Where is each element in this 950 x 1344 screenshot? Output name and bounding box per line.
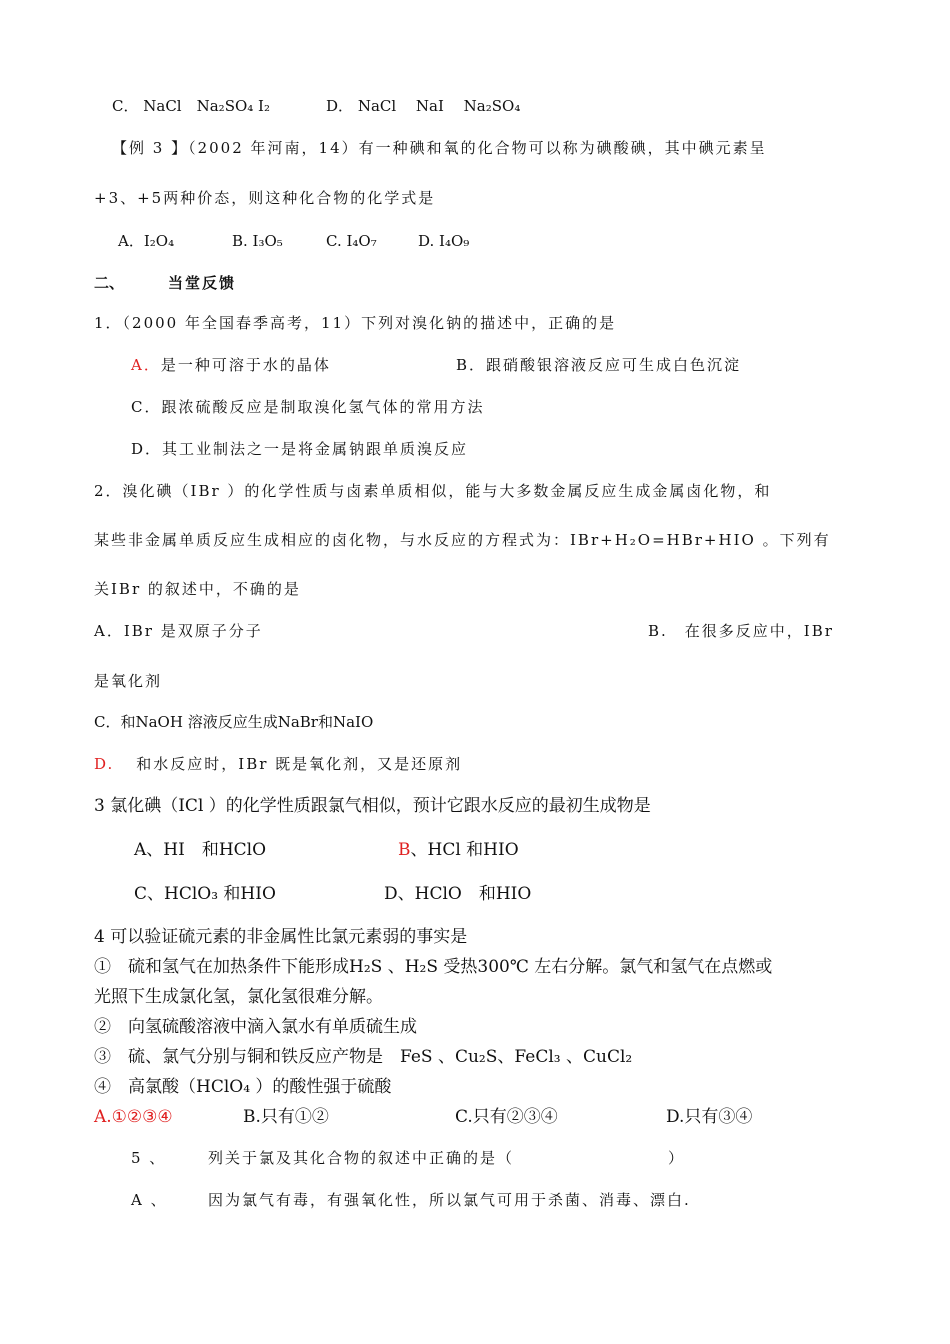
q4-item4: ④ 高氯酸（HClO₄ ）的酸性强于硫酸 xyxy=(94,1077,392,1097)
example2-option-d xyxy=(326,96,520,116)
q1-option-c: C．跟浓硫酸反应是制取溴化氢气体的常用方法 xyxy=(131,398,485,416)
example3-stem-line2: +3、+5两种价态，则这种化合物的化学式是 xyxy=(94,189,436,207)
option-label: D. xyxy=(94,755,115,773)
example3-option-b: B. I₃O₅ xyxy=(232,232,283,250)
q1-option-a xyxy=(131,355,331,375)
q2-stem-line1: 2．溴化碘（IBr ）的化学性质与卤素单质相似，能与大多数金属反应生成金属卤化物，和 xyxy=(94,482,772,500)
example3-option-c: C. I₄O₇ xyxy=(326,232,377,250)
option-label: D． xyxy=(326,97,354,115)
q4-option-a: A.①②③④ xyxy=(94,1107,173,1127)
option-text: 、HCl 和HIO xyxy=(410,840,519,860)
q4-item1-line1: ① 硫和氢气在加热条件下能形成H₂S 、H₂S 受热300℃ 左右分解。氯气和氢气在点燃或 xyxy=(94,957,773,977)
q5-paren-close: ） xyxy=(668,1149,684,1167)
option-text: 和水反应时，IBr 既是氧化剂，又是还原剂 xyxy=(136,755,463,773)
q2-stem-line3: 关IBr 的叙述中，不确的是 xyxy=(94,580,301,598)
q5-number: 5 、 xyxy=(131,1149,167,1167)
q5-option-a-label: A 、 xyxy=(131,1191,168,1209)
q3-option-c: C、HClO₃ 和HIO xyxy=(134,884,276,904)
q2-option-c: C．和NaOH 溶液反应生成NaBr和NaIO xyxy=(94,713,374,731)
example3-option-d: D. I₄O₉ xyxy=(418,232,470,250)
q4-item1-line2: 光照下生成氯化氢，氯化氢很难分解。 xyxy=(94,987,383,1007)
option-text: NaCl NaI Na₂SO₄ xyxy=(357,97,521,115)
q3-stem: 3 氯化碘（ICl ）的化学性质跟氯气相似，预计它跟水反应的最初生成物是 xyxy=(94,796,651,816)
q2-option-d xyxy=(94,754,462,774)
q4-stem: 4 可以验证硫元素的非金属性比氯元素弱的事实是 xyxy=(94,927,468,947)
section-number: 二、 xyxy=(94,274,125,292)
example3-stem-line1 xyxy=(112,138,767,158)
section-title: 当堂反馈 xyxy=(168,274,237,292)
option-label: C． xyxy=(112,97,139,115)
q2-option-b-cont: 是氧化剂 xyxy=(94,672,163,690)
q4-item2: ② 向氢硫酸溶液中滴入氯水有单质硫生成 xyxy=(94,1017,417,1037)
q2-stem-line2: 某些非金属单质反应生成相应的卤化物，与水反应的方程式为：IBr+H₂O=HBr+HIO 。下列有 xyxy=(94,531,831,549)
example3-text: （2002 年河南，14）有一种碘和氧的化合物可以称为碘酸碘，其中碘元素呈 xyxy=(188,139,767,157)
example2-option-c xyxy=(112,96,270,116)
option-label: B xyxy=(398,840,411,860)
q4-option-b: B.只有①② xyxy=(243,1107,329,1127)
q1-option-d: D．其工业制法之一是将金属钠跟单质溴反应 xyxy=(131,440,469,458)
example3-option-a: A．I₂O₄ xyxy=(118,232,175,250)
q4-option-d: D.只有③④ xyxy=(666,1107,753,1127)
q4-item3: ③ 硫、氯气分别与铜和铁反应产物是 FeS 、Cu₂S、FeCl₃ 、CuCl₂ xyxy=(94,1047,633,1067)
q3-option-a: A、HI 和HClO xyxy=(134,840,267,860)
option-text: 是一种可溶于水的晶体 xyxy=(160,356,331,374)
option-text: NaCl Na₂SO₄ I₂ xyxy=(143,97,270,115)
q1-stem: 1．（2000 年全国春季高考，11）下列对溴化钠的描述中，正确的是 xyxy=(94,314,617,332)
q5-option-a-text: 因为氯气有毒，有强氧化性，所以氯气可用于杀菌、消毒、漂白. xyxy=(208,1191,691,1209)
q1-option-b: B．跟硝酸银溶液反应可生成白色沉淀 xyxy=(456,356,742,374)
q3-option-b xyxy=(398,839,519,861)
example-tag: 【例 3 】 xyxy=(112,139,189,157)
option-label: A． xyxy=(131,356,161,374)
q3-option-d: D、HClO 和HIO xyxy=(384,884,532,904)
q2-option-b: B. 在很多反应中，IBr xyxy=(648,622,834,640)
q5-stem: 列关于氯及其化合物的叙述中正确的是（ xyxy=(208,1149,515,1167)
q2-option-a: A．IBr 是双原子分子 xyxy=(94,622,263,640)
q4-option-c: C.只有②③④ xyxy=(455,1107,558,1127)
